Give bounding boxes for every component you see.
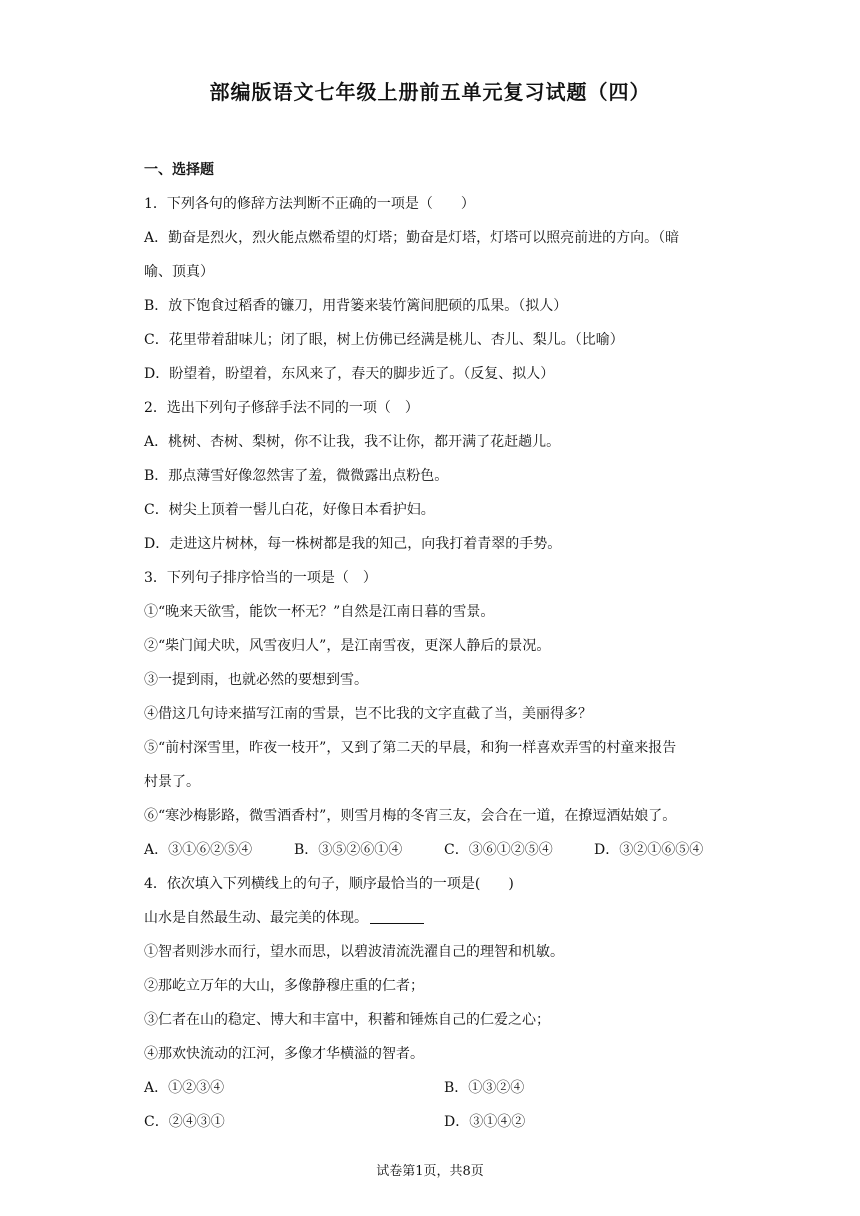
sentence-3: ③一提到雨，也就必然的要想到雪。 bbox=[144, 672, 368, 688]
option-a: A．桃树、杏树、梨树，你不让我，我不让你，都开满了花赶趟儿。 bbox=[144, 434, 561, 450]
option-d: D．盼望着，盼望着，东风来了，春天的脚步近了。（反复、拟人） bbox=[144, 366, 555, 382]
option-c: C．③⑥①②⑤④ bbox=[444, 842, 553, 858]
option-a: A．③①⑥②⑤④ bbox=[144, 842, 253, 858]
question-stem: 4．依次填入下列横线上的句子，顺序最恰当的一项是( ) bbox=[144, 876, 514, 892]
option-c: C．②④③① bbox=[144, 1114, 225, 1130]
question-stem: 1．下列各句的修辞方法判断不正确的一项是（ ） bbox=[144, 196, 475, 212]
sentence-1: ①“晚来天欲雪，能饮一杯无？”自然是江南日暮的雪景。 bbox=[144, 604, 495, 620]
page-title: 部编版语文七年级上册前五单元复习试题（四） bbox=[209, 80, 651, 104]
option-b: B．③⑤②⑥①④ bbox=[294, 842, 403, 858]
lead-sentence bbox=[144, 901, 724, 935]
sentence-4: ④借这几句诗来描写江南的雪景，岂不比我的文字直截了当，美丽得多？ bbox=[144, 706, 592, 722]
page-footer: 试卷第1页，共8页 bbox=[376, 1164, 484, 1179]
options-row bbox=[144, 833, 724, 867]
option-a-continued: 喻、顶真） bbox=[144, 264, 214, 280]
sentence-3: ③仁者在山的稳定、博大和丰富中，积蓄和锤炼自己的仁爱之心； bbox=[144, 1012, 550, 1028]
question-1 bbox=[144, 187, 724, 391]
sentence-1: ①智者则涉水而行，望水而思，以碧波清流洗濯自己的理智和机敏。 bbox=[144, 944, 564, 960]
sentence-5: ⑤“前村深雪里，昨夜一枝开”，又到了第二天的早晨，和狗一样喜欢弄雪的村童来报告 bbox=[144, 740, 677, 756]
option-a: A．①②③④ bbox=[144, 1080, 225, 1096]
question-stem: 3．下列句子排序恰当的一项是（ ） bbox=[144, 570, 377, 586]
sentence-2: ②那屹立万年的大山，多像静穆庄重的仁者； bbox=[144, 978, 424, 994]
option-b: B．放下饱食过稻香的镰刀，用背篓来装竹篱间肥硕的瓜果。（拟人） bbox=[144, 298, 568, 314]
option-b: B．①③②④ bbox=[444, 1080, 525, 1096]
option-c: C．树尖上顶着一髻儿白花，好像日本看护妇。 bbox=[144, 502, 435, 518]
option-d: D．走进这片树林，每一株树都是我的知己，向我打着青翠的手势。 bbox=[144, 536, 562, 552]
option-b: B．那点薄雪好像忽然害了羞，微微露出点粉色。 bbox=[144, 468, 449, 484]
sentence-5-continued: 村景了。 bbox=[144, 774, 200, 790]
option-c: C．花里带着甜味儿；闭了眼，树上仿佛已经满是桃儿、杏儿、梨儿。（比喻） bbox=[144, 332, 624, 348]
options-grid bbox=[144, 1071, 724, 1139]
sentence-6: ⑥“寒沙梅影路，微雪酒香村”，则雪月梅的冬宵三友，会合在一道，在撩逗酒姑娘了。 bbox=[144, 808, 677, 824]
question-2 bbox=[144, 391, 724, 561]
option-d: D．③①④② bbox=[444, 1114, 526, 1130]
sentence-2: ②“柴门闻犬吠，风雪夜归人”，是江南雪夜，更深人静后的景况。 bbox=[144, 638, 551, 654]
lead-text: 山水是自然最生动、最完美的体现。 bbox=[144, 910, 368, 926]
question-3 bbox=[144, 561, 724, 867]
option-d: D．③②①⑥⑤④ bbox=[594, 842, 704, 858]
answer-blank bbox=[370, 907, 424, 924]
question-4 bbox=[144, 867, 724, 1139]
exam-content bbox=[144, 153, 724, 1139]
sentence-4: ④那欢快流动的江河，多像才华横溢的智者。 bbox=[144, 1046, 424, 1062]
option-a: A．勤奋是烈火，烈火能点燃希望的灯塔；勤奋是灯塔，灯塔可以照亮前进的方向。（暗 bbox=[144, 230, 680, 246]
section-heading: 一、选择题 bbox=[144, 162, 214, 178]
question-stem: 2．选出下列句子修辞手法不同的一项（ ） bbox=[144, 400, 419, 416]
